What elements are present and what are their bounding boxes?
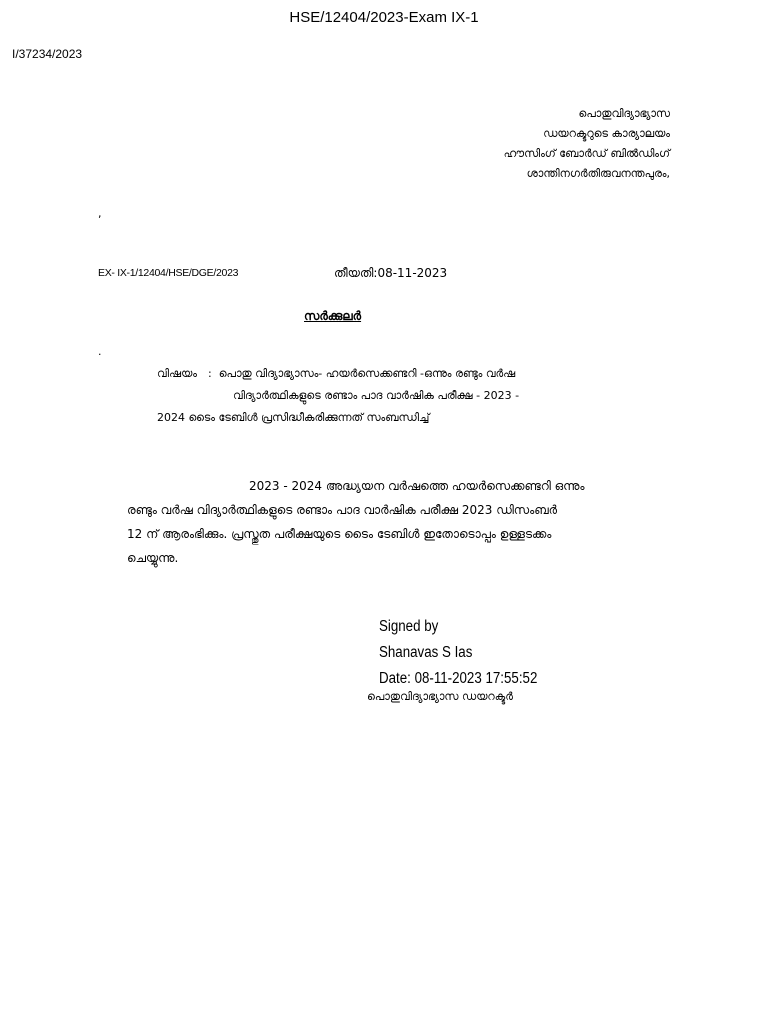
body-line-4: ചെയ്യുന്നു. bbox=[127, 551, 179, 565]
body-paragraph bbox=[127, 474, 670, 570]
digital-signature bbox=[379, 614, 537, 692]
document-header-title: HSE/12404/2023-Exam IX-1 bbox=[289, 9, 479, 26]
body-line-3: 12 ന് ആരംഭിക്കും. പ്രസ്തുത പരീക്ഷയുടെ ടൈം ടേബിൾ ഇതോടൊപ്പം ഉള്ളടക്കം bbox=[127, 527, 552, 541]
address-line-1: പൊതുവിദ്യാഭ്യാസ bbox=[578, 107, 670, 120]
comma-mark: , bbox=[98, 207, 102, 220]
subject-line-1: പൊതു വിദ്യാഭ്യാസം- ഹയർസെക്കണ്ടറി -ഒന്നും രണ്ടും വർഷ bbox=[218, 367, 516, 380]
address-line-3: ഹൗസിംഗ് ബോർഡ് ബിൽഡിംഗ് bbox=[503, 147, 670, 160]
address-line-2: ഡയറക്ടറുടെ കാര്യാലയം bbox=[543, 127, 670, 140]
signer-name: Shanavas S Ias bbox=[379, 644, 473, 661]
office-address bbox=[504, 104, 670, 184]
body-line-2: രണ്ടും വർഷ വിദ്യാർത്ഥികളുടെ രണ്ടാം പാദ വാർഷിക പരീക്ഷ 2023 ഡിസംബർ bbox=[127, 503, 558, 517]
body-line-1: 2023 - 2024 അദ്ധ്യയന വർഷത്തെ ഹയർസെക്കണ്ടറി ഒന്നും bbox=[249, 479, 585, 493]
subject-row-1 bbox=[157, 367, 515, 381]
subject-label: വിഷയം bbox=[157, 367, 197, 380]
subject-colon: : bbox=[207, 367, 212, 380]
file-number: I/37234/2023 bbox=[12, 47, 83, 61]
reference-date: തീയതി:08-11-2023 bbox=[334, 266, 448, 280]
subject-line-3: 2024 ടൈം ടേബിൾ പ്രസിദ്ധീകരിക്കുന്നത് സംബന്ധിച്ച് bbox=[157, 411, 430, 424]
signature-date: Date: 08-11-2023 17:55:52 bbox=[379, 670, 538, 687]
signed-by-label: Signed by bbox=[379, 618, 439, 635]
address-line-4: ശാന്തിനഗർതിരുവനന്തപുരം, bbox=[526, 167, 670, 180]
subject-line-2: വിദ്യാർത്ഥികളുടെ രണ്ടാം പാദ വാർഷിക പരീക്ഷ - 2023 - bbox=[233, 389, 520, 402]
dot-mark: . bbox=[98, 345, 102, 358]
circular-title: സർക്കുലർ bbox=[304, 309, 362, 323]
reference-number: EX- IX-1/12404/HSE/DGE/2023 bbox=[98, 267, 239, 279]
signer-designation: പൊതുവിദ്യാഭ്യാസ ഡയറക്ടർ bbox=[367, 690, 513, 703]
